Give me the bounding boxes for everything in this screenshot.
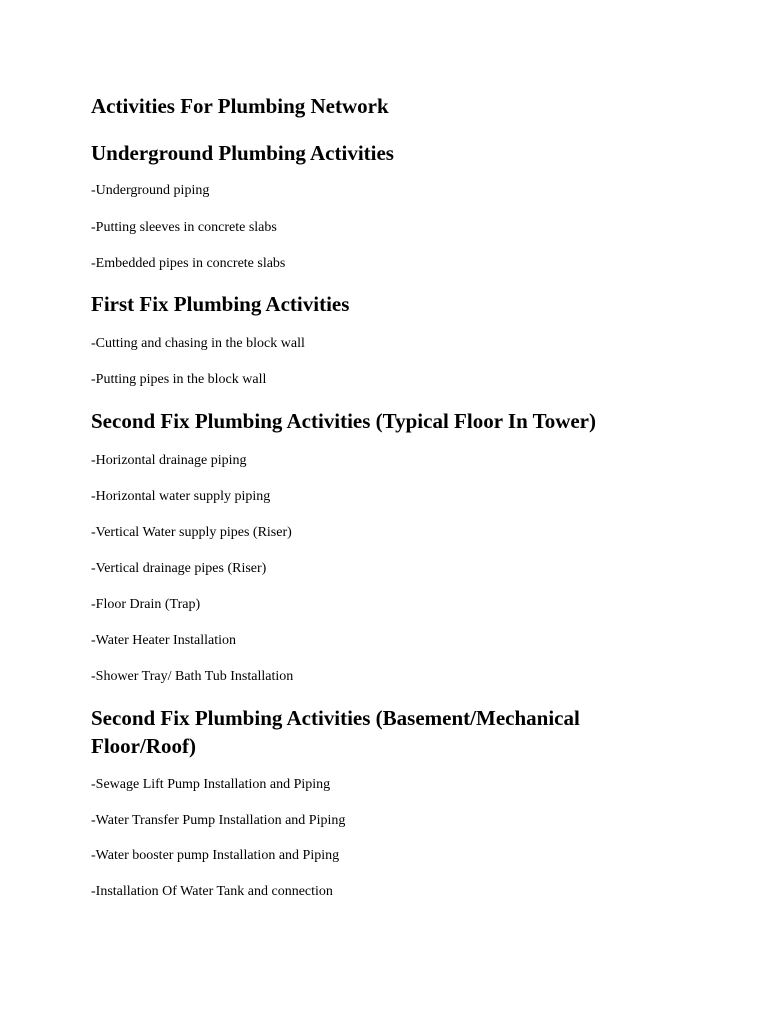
list-item: -Underground piping [91,183,210,198]
list-item: -Installation Of Water Tank and connection [91,884,333,899]
document-title: Activities For Plumbing Network [91,94,389,118]
list-item: -Water booster pump Installation and Piping [91,848,340,863]
list-item: -Water Heater Installation [91,633,237,648]
list-item: -Vertical drainage pipes (Riser) [91,561,267,576]
list-item: -Cutting and chasing in the block wall [91,336,305,351]
section-heading-first-fix: First Fix Plumbing Activities [91,292,350,316]
list-item: -Vertical Water supply pipes (Riser) [91,525,292,540]
section-heading-second-fix-tower: Second Fix Plumbing Activities (Typical Floor In Tower) [91,409,596,433]
list-item: -Horizontal water supply piping [91,489,271,504]
section-heading-second-fix-basement: Second Fix Plumbing Activities (Basement/Mechanical Floor/Roof) [91,706,580,758]
list-item: -Sewage Lift Pump Installation and Piping [91,777,331,792]
list-item: -Water Transfer Pump Installation and Piping [91,813,346,828]
list-item: -Floor Drain (Trap) [91,597,201,612]
list-item: -Horizontal drainage piping [91,453,247,468]
list-item: -Embedded pipes in concrete slabs [91,256,286,271]
list-item: -Shower Tray/ Bath Tub Installation [91,669,294,684]
section-heading-underground: Underground Plumbing Activities [91,141,394,165]
list-item: -Putting sleeves in concrete slabs [91,220,277,235]
list-item: -Putting pipes in the block wall [91,372,267,387]
